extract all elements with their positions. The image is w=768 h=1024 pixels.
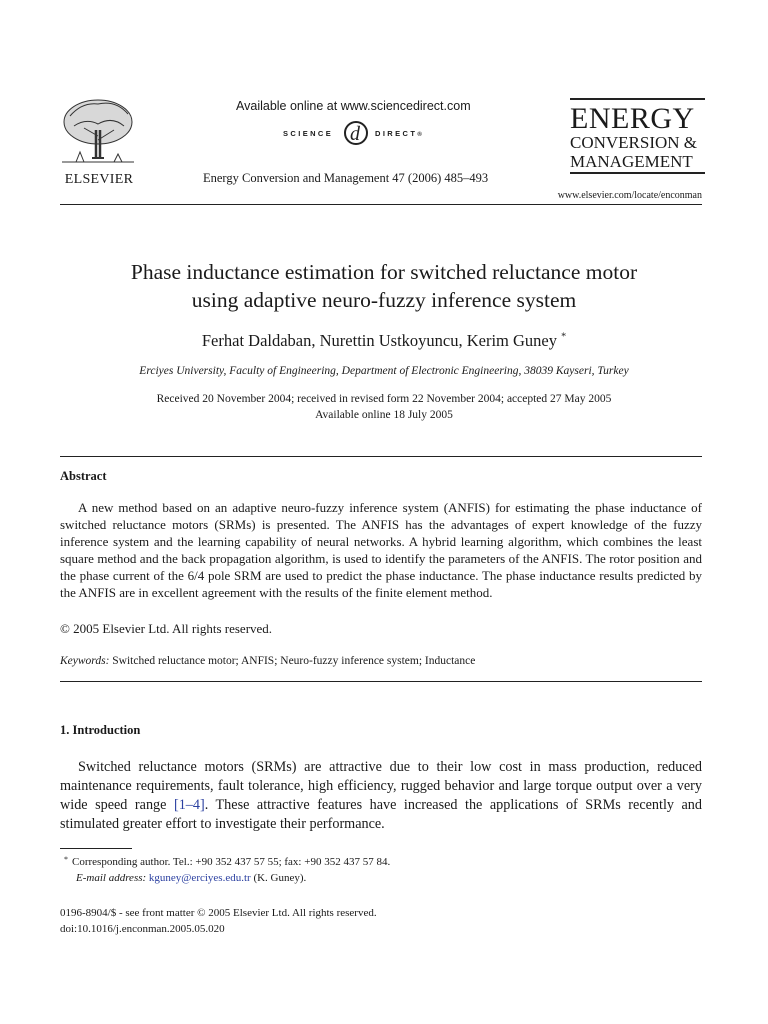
sciencedirect-d-icon [339,116,373,150]
article-title-line1: Phase inductance estimation for switched reluctance motor [130,260,638,284]
journal-logo-rule-top [570,98,705,100]
journal-logo [570,98,705,174]
authors [40,331,728,351]
email-link[interactable]: kguney@erciyes.edu.tr [148,872,251,884]
email-label: E-mail address: [76,872,147,884]
elsevier-tree-logo [56,96,140,170]
corresponding-author-mark: * [561,331,567,343]
keywords-text: Switched reluctance motor; ANFIS; Neuro-fuzzy inference system; Inductance [112,655,476,667]
intro-text-before: Switched reluctance motors (SRMs) are attractive due to their low cost in mass production, reduced maintenance requirements, fault tolerance, high efficiency, rugged behavior and large torque output over a very wide speed range [60,759,702,813]
header-divider [60,204,702,205]
svg-text:d: d [350,123,360,145]
footnote-corresponding [64,854,390,870]
sd-registered-mark: ® [417,132,422,138]
footnote-divider [60,848,132,849]
journal-citation: Energy Conversion and Management 47 (2006) 485–493 [203,171,489,185]
footnote-corresponding-text: Corresponding author. Tel.: +90 352 437 57 55; fax: +90 352 437 57 84. [72,856,391,868]
journal-logo-line3: MANAGEMENT [570,152,693,171]
article-title [40,258,728,314]
sd-logo-science: SCIENCE [283,129,334,138]
keywords-label: Keywords: [60,655,110,667]
doi-line[interactable]: doi:10.1016/j.enconman.2005.05.020 [60,923,225,935]
front-matter [60,905,377,937]
introduction-heading: 1. Introduction [60,723,141,737]
keywords [60,655,475,667]
journal-logo-line1: ENERGY [570,102,695,135]
footnote-mark: * [64,855,68,864]
abstract-heading: Abstract [60,469,107,483]
affiliation: Erciyes University, Faculty of Engineering, Department of Electronic Engineering, 38039 Kayseri, Turkey [139,365,629,377]
sd-logo-direct-text: DIRECT [375,129,418,138]
citation-link[interactable]: [1–4] [173,797,205,813]
authors-names: Ferhat Daldaban, Nurettin Ustkoyuncu, Kerim Guney [201,331,557,350]
abstract-bottom-divider [60,681,702,682]
available-online-date: Available online 18 July 2005 [315,409,453,421]
intro-text-after: . These attractive features have increased the applications of SRMs recently and stimulated greater effort to investigate their performance. [60,797,702,832]
abstract-top-divider [60,456,702,457]
sd-logo-direct [375,129,422,138]
available-online-text: Available online at www.sciencedirect.com [236,99,471,113]
issn-line: 0196-8904/$ - see front matter © 2005 Elsevier Ltd. All rights reserved. [60,907,377,919]
abstract-text: A new method based on an adaptive neuro-fuzzy inference system (ANFIS) for estimating the phase inductance of switched reluctance motors (SRMs) is presented. The ANFIS has the advantages of expert knowledge of the fuzzy inference system and the learning capability of neural networks. A hybrid learning algorithm, which combines the least square method and the back propagation algorithm, is used to identify the parameters of the ANFIS. The rotor position and the phase current of the 6/4 pole SRM are used to predict the phase inductance. The phase inductance results predicted by the ANFIS are in excellent agreement with the results of the finite element method. [60,500,702,600]
footnote [64,854,390,886]
email-suffix: (K. Guney). [250,872,307,884]
journal-logo-line2: CONVERSION & [570,133,698,152]
article-history [40,391,728,423]
footnote-email [64,870,390,886]
journal-url[interactable]: www.elsevier.com/locate/enconman [557,190,702,201]
publisher-name: ELSEVIER [64,172,134,187]
sciencedirect-logo [283,119,443,153]
introduction-paragraph [60,758,702,834]
abstract-copyright: © 2005 Elsevier Ltd. All rights reserved. [60,621,273,636]
received-dates: Received 20 November 2004; received in revised form 22 November 2004; accepted 27 May 2005 [156,393,612,405]
article-title-line2: using adaptive neuro-fuzzy inference system [191,288,577,312]
journal-logo-rule-bottom [570,172,705,174]
